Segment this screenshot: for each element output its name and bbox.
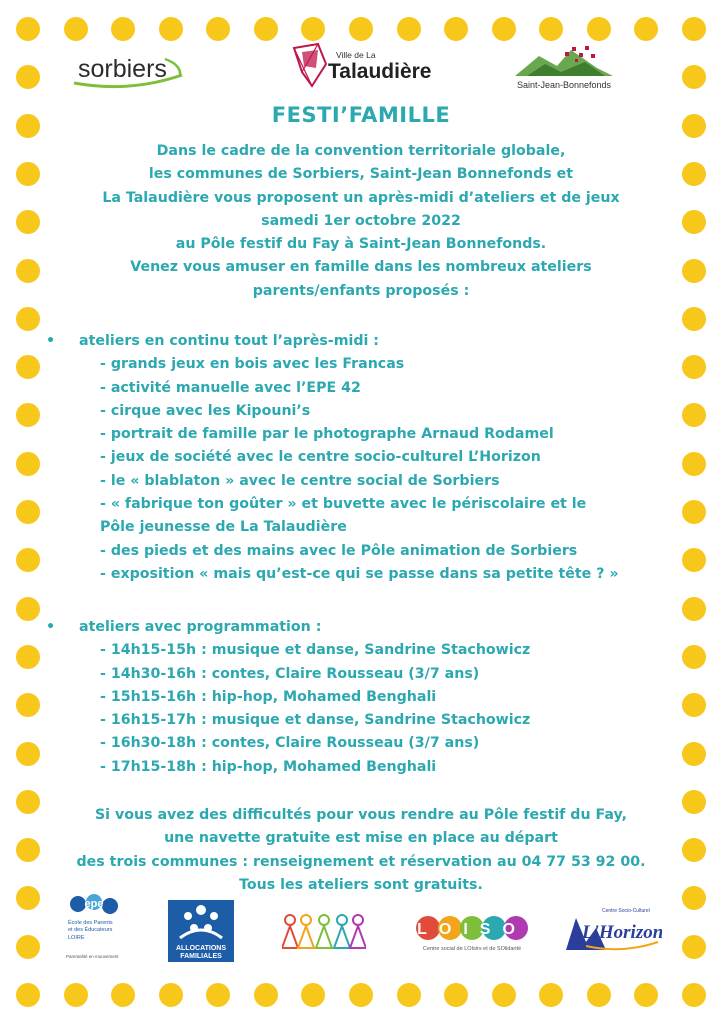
- border-dot: [682, 17, 706, 41]
- list-item: - 14h15-15h : musique et danse, Sandrine Stachowicz: [100, 642, 531, 659]
- border-dot: [206, 983, 230, 1007]
- loiso-logo: [416, 914, 528, 954]
- border-dot: [16, 162, 40, 186]
- border-dot: [634, 17, 658, 41]
- talaudiere-logo-text: Talaudière: [328, 60, 432, 83]
- list-item: - 16h15-17h : musique et danse, Sandrine Stachowicz: [100, 712, 531, 729]
- bullet: •: [46, 619, 56, 635]
- border-dot: [206, 17, 230, 41]
- border-dot: [254, 17, 278, 41]
- section-heading: [46, 330, 686, 353]
- list-item: Pôle jeunesse de La Talaudière: [100, 519, 347, 536]
- list-item: - exposition « mais qu’est-ce qui se passe dans sa petite tête ? »: [100, 565, 619, 582]
- border-dot: [254, 983, 278, 1007]
- sorbiers-logo-text: sorbiers: [78, 55, 167, 83]
- list-item: - le « blablaton » avec le centre social de Sorbiers: [100, 472, 500, 489]
- border-dot: [16, 452, 40, 476]
- border-dot: [397, 983, 421, 1007]
- border-dot: [16, 259, 40, 283]
- list-item: - des pieds et des mains avec le Pôle animation de Sorbiers: [100, 542, 578, 559]
- list-item: - grands jeux en bois avec les Francas: [100, 356, 405, 373]
- border-dot: [16, 403, 40, 427]
- border-dot: [16, 355, 40, 379]
- horizon-logo-text: L'Horizon: [582, 922, 662, 943]
- intro-line: Venez vous amuser en famille dans les nombreux ateliers: [130, 259, 592, 276]
- caf-logo: [168, 900, 234, 962]
- border-dot: [682, 162, 706, 186]
- epe-logo-line2: et des Éducateurs: [68, 927, 113, 933]
- intro-line: samedi 1er octobre 2022: [261, 212, 461, 229]
- border-dot: [634, 983, 658, 1007]
- talaudiere-logo: [288, 42, 433, 90]
- workshop-list: [46, 353, 686, 586]
- border-dot: [539, 983, 563, 1007]
- epe-logo-tagline: Parentalité en mouvement: [66, 954, 119, 959]
- border-dot: [16, 693, 40, 717]
- section-heading-text: ateliers avec programmation :: [79, 619, 322, 635]
- epe-logo: [64, 894, 128, 966]
- list-item: - portrait de famille par le photographe Arnaud Rodamel: [100, 426, 554, 443]
- border-dot: [301, 17, 325, 41]
- border-dot: [682, 210, 706, 234]
- list-item: - 15h15-16h : hip-hop, Mohamed Benghali: [100, 688, 437, 705]
- border-dot: [16, 742, 40, 766]
- talaudiere-logo-prefix: Ville de La: [336, 50, 376, 60]
- border-dot: [16, 210, 40, 234]
- border-dot: [64, 983, 88, 1007]
- border-dot: [111, 17, 135, 41]
- border-dot: [16, 500, 40, 524]
- continuous-workshops-section: [46, 330, 686, 586]
- outro-line: Tous les ateliers sont gratuits.: [239, 876, 483, 893]
- border-dot: [16, 983, 40, 1007]
- horizon-logo: [562, 904, 662, 956]
- intro-line: les communes de Sorbiers, Saint-Jean Bonnefonds et: [148, 166, 574, 183]
- intro-line: au Pôle festif du Fay à Saint-Jean Bonnefonds.: [175, 236, 547, 253]
- outro-line: une navette gratuite est mise en place au départ: [164, 830, 558, 847]
- saint-jean-bonnefonds-logo: [505, 42, 623, 92]
- list-item: - activité manuelle avec l’EPE 42: [100, 379, 361, 396]
- border-dot: [301, 983, 325, 1007]
- epe-logo-letters: epe: [84, 898, 104, 910]
- caf-logo-line1: ALLOCATIONS: [175, 945, 227, 952]
- section-heading: [46, 616, 686, 639]
- caf-logo-line2: FAMILIALES: [180, 953, 222, 960]
- border-dot: [587, 983, 611, 1007]
- list-item: - jeux de société avec le centre socio-culturel L’Horizon: [100, 449, 541, 466]
- partner-logos: [0, 892, 722, 967]
- outro-paragraph: [30, 804, 692, 897]
- border-dot: [16, 645, 40, 669]
- sorbiers-logo: [70, 47, 190, 92]
- scheduled-workshops-section: [46, 616, 686, 779]
- border-dot: [492, 983, 516, 1007]
- list-item: - 16h30-18h : contes, Claire Rousseau (3/7 ans): [100, 735, 480, 752]
- border-dot: [159, 17, 183, 41]
- saint-jean-bonnefonds-logo-text: Saint-Jean-Bonnefonds: [516, 80, 612, 90]
- schedule-list: [46, 639, 686, 779]
- outro-line: des trois communes : renseignement et réservation au 04 77 53 92 00.: [76, 853, 646, 870]
- epe-logo-line3: LOIRE: [68, 935, 85, 941]
- horizon-logo-top: Centre Socio-Culturel: [602, 908, 650, 914]
- border-dot: [111, 983, 135, 1007]
- border-dot: [16, 307, 40, 331]
- border-dot: [587, 17, 611, 41]
- intro-line: parents/enfants proposés :: [252, 282, 470, 299]
- border-dot: [539, 17, 563, 41]
- outro-line: Si vous avez des difficultés pour vous rendre au Pôle festif du Fay,: [94, 807, 628, 823]
- border-dot: [349, 17, 373, 41]
- intro-line: Dans le cadre de la convention territoriale globale,: [156, 143, 566, 159]
- border-dot: [16, 597, 40, 621]
- children-drawing-logo: [282, 912, 366, 952]
- border-dot: [682, 307, 706, 331]
- border-dot: [349, 983, 373, 1007]
- list-item: - 14h30-16h : contes, Claire Rousseau (3/7 ans): [100, 665, 480, 682]
- border-dot: [444, 17, 468, 41]
- border-dot: [16, 17, 40, 41]
- border-dot: [64, 17, 88, 41]
- border-dot: [682, 983, 706, 1007]
- intro-paragraph: [40, 140, 682, 303]
- border-dot: [682, 259, 706, 283]
- border-dot: [16, 548, 40, 572]
- list-item: - cirque avec les Kipouni’s: [100, 402, 311, 419]
- epe-logo-line1: École des Parents: [68, 920, 113, 926]
- header-logos: [0, 42, 722, 102]
- page-title: FESTI’FAMILLE: [271, 103, 451, 127]
- intro-line: La Talaudière vous proposent un après-midi d’ateliers et de jeux: [102, 189, 620, 206]
- border-dot: [444, 983, 468, 1007]
- bullet: •: [46, 333, 56, 349]
- section-heading-text: ateliers en continu tout l’après-midi :: [79, 333, 379, 349]
- border-dot: [159, 983, 183, 1007]
- loiso-logo-subtitle: Centre social de LOIsirs et de SOlidarité: [422, 946, 522, 952]
- loiso-logo-text: LOISO: [417, 921, 527, 938]
- border-dot: [397, 17, 421, 41]
- list-item: - 17h15-18h : hip-hop, Mohamed Benghali: [100, 758, 437, 775]
- border-dot: [492, 17, 516, 41]
- list-item: - « fabrique ton goûter » et buvette avec le périscolaire et le: [100, 496, 587, 513]
